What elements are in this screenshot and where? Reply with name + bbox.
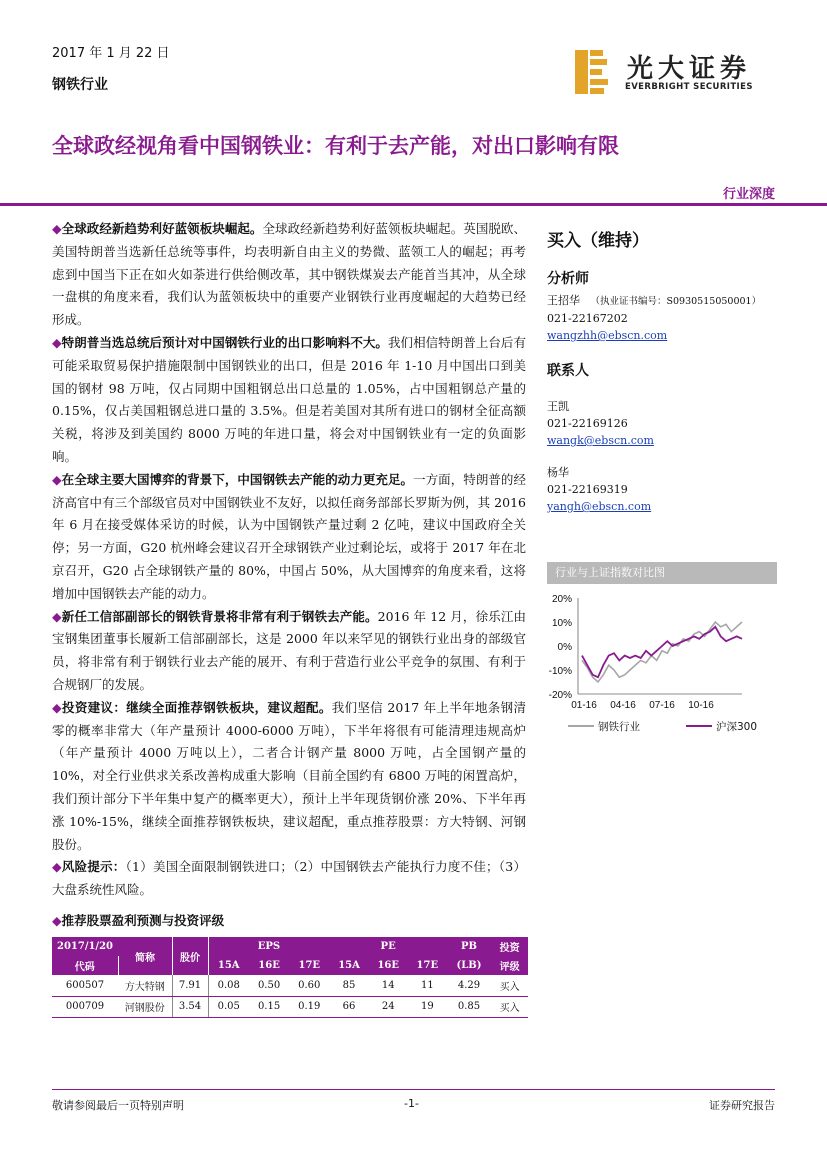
stock-forecast-table [52, 937, 528, 1018]
contact-phone: 021-22169126 [547, 417, 628, 430]
table-cell: 7.91 [172, 975, 208, 996]
table-cell: 3.54 [172, 996, 208, 1017]
paragraph-body: 我们坚信 2017 年上半年地条钢清零的概率非常大（年产量预计 4000-6000 万吨），下半年将很有可能清理违规高炉（年产量预计 4000 万吨以上），二者合计钢产量 8000 万吨，占全国钢产量的 10%，对全行业供求关系改善构成重大影响（目前全国约有 6800 万吨的闲置高炉，我们预计部分下半年集中复产的概率更大），预计上半年现货钢价涨 20%、下半年再涨 10%-15%，继续全面推荐钢铁板块，建议超配，重点推荐股票：方大特钢、河钢股份。 [52, 699, 526, 852]
paragraph-lead: 投资建议：继续全面推荐钢铁板块，建议超配。 [61, 699, 332, 715]
main-text [52, 218, 526, 902]
analyst-email-link[interactable]: wangzhh@ebscn.com [547, 329, 668, 342]
y-tick-label: 10% [551, 618, 572, 629]
table-cell: 0.19 [289, 996, 329, 1017]
paragraph-lead: 特朗普当选总统后预计对中国钢铁行业的出口影响料不大。 [61, 334, 388, 350]
paragraph-lead: 新任工信部副部长的钢铁背景将非常有利于钢铁去产能。 [61, 608, 378, 624]
paragraph-trend [52, 218, 526, 332]
y-tick-label: 20% [551, 594, 572, 605]
table-row [52, 996, 528, 1017]
page-number: -1- [404, 1097, 419, 1110]
table-cell: 24 [369, 996, 408, 1017]
rating: 买入（维持） [547, 231, 649, 251]
analyst-cert: （执业证书编号：S0930515050001） [590, 296, 762, 307]
table-header-cell: 投资 [491, 937, 528, 956]
paragraph-powers [52, 469, 526, 606]
logo-text-en: EVERBRIGHT SECURITIES [625, 82, 753, 92]
paragraph-risk [52, 856, 526, 902]
x-tick-label: 07-16 [649, 700, 675, 711]
analyst-phone: 021-22167202 [547, 312, 628, 325]
contact-email-link[interactable]: yangh@ebscn.com [547, 500, 652, 513]
table-cell: 66 [329, 996, 368, 1017]
contact-phone: 021-22169319 [547, 483, 628, 496]
bullet-icon: ◆ [52, 334, 62, 350]
analyst-heading: 分析师 [547, 271, 589, 287]
table-header-cell: PE [329, 937, 447, 956]
analyst-block [547, 292, 787, 344]
paragraph-lead: 风险提示： [61, 859, 126, 875]
table-header-cell: 17E [408, 956, 447, 975]
table-cell: 河钢股份 [118, 996, 172, 1017]
bullet-icon: ◆ [52, 913, 62, 928]
table-header-cell: 15A [329, 956, 368, 975]
y-tick-label: 0% [557, 642, 572, 653]
legend-label: 钢铁行业 [598, 721, 640, 733]
x-tick-label: 04-16 [610, 700, 636, 711]
paragraph-investment [52, 697, 526, 857]
paragraph-lead: 在全球主要大国博弈的背景下，中国钢铁去产能的动力更充足。 [61, 471, 414, 487]
table-cell: 0.50 [249, 975, 289, 996]
table-title [52, 911, 224, 929]
footer-disclaimer: 敬请参阅最后一页特别声明 [52, 1099, 184, 1112]
table-header-cell: 2017/1/20 [52, 937, 118, 956]
contact-name: 王凯 [547, 400, 569, 413]
comparison-chart [540, 588, 780, 738]
contact-block [547, 398, 777, 449]
table-title-text: 推荐股票盈利预测与投资评级 [61, 913, 225, 928]
footer-divider [52, 1089, 775, 1090]
paragraph-body: （1）美国全面限制钢铁进口；（2）中国钢铁去产能执行力度不佳；（3）大盘系统性风险。 [52, 859, 526, 898]
table-cell: 14 [369, 975, 408, 996]
contact-email-link[interactable]: wangk@ebscn.com [547, 434, 654, 447]
chart-title: 行业与上证指数对比图 [547, 562, 777, 584]
table-cell: 方大特钢 [118, 975, 172, 996]
bullet-icon: ◆ [52, 471, 62, 487]
table-header-cell: 16E [369, 956, 408, 975]
table-cell: 85 [329, 975, 368, 996]
table-cell: 0.15 [249, 996, 289, 1017]
paragraph-body: 全球政经新趋势利好蓝领板块崛起。英国脱欧、美国特朗普当选新任总统等事件，均表明新自由主义的势微、蓝领工人的崛起；再考虑到中国当下正在如火如荼进行供给侧改革，其中钢铁煤炭去产能首当其冲，从全球一盘棋的角度来看，我们认为蓝领板块中的重要产业钢铁行业再度崛起的大趋势已经形成。 [52, 221, 526, 328]
paragraph-body: 一方面，特朗普的经济高官中有三个部级官员对中国钢铁业不友好，以拟任商务部部长罗斯为例，其 2016 年 6 月在接受媒体采访的时候，认为中国钢铁产量过剩 2 亿吨，建议中国政府全关停；另一方面，G20 杭州峰会建议召开全球钢铁产业过剩论坛，或将于 2017 年在北京召开，G20 占全球钢铁产量的 80%，中国占 50%，从大国博弈的角度来看，这将增加中国钢铁去产能的动力。 [52, 471, 526, 601]
paragraph-trump [52, 332, 526, 469]
analyst-name: 王招华 [547, 294, 580, 307]
paragraph-body: 2016 年 12 月，徐乐江由宝钢集团董事长履新工信部副部长，这是 2000 年以来罕见的钢铁行业出身的部级官员，将非常有利于钢铁行业去产能的展开、有利于营造行业公平竞争的氛围、有利于合规钢厂的发展。 [52, 608, 526, 692]
table-header-cell: 评级 [491, 956, 528, 975]
table-cell: 买入 [491, 996, 528, 1017]
table-cell: 0.60 [289, 975, 329, 996]
paragraph-miit [52, 606, 526, 697]
contact-name: 杨华 [547, 466, 569, 479]
table-header-cell: (LB) [447, 956, 491, 975]
table-cell: 4.29 [447, 975, 491, 996]
paragraph-body: 我们相信特朗普上台后有可能采取贸易保护措施限制中国钢铁业的出口，但是 2016 年 1-10 月中国出口到美国的钢材 98 万吨，仅占同期中国粗钢总出口总量的 1.05%，占中国粗钢总产量的 0.15%，仅占美国粗钢总进口量的 3.5%。但是若美国对其所有进口的钢材全征高额关税，将涉及到美国约 8000 万吨的年进口量，将会对中国钢铁业有一定的负面影响。 [52, 334, 526, 464]
bullet-icon: ◆ [52, 221, 62, 236]
header-divider [0, 203, 827, 206]
industry-label: 钢铁行业 [52, 77, 108, 93]
table-cell: 600507 [52, 975, 118, 996]
table-header-cell: 简称 [118, 937, 172, 975]
report-date: 2017 年 1 月 22 日 [52, 46, 170, 61]
table-cell: 0.85 [447, 996, 491, 1017]
company-logo [575, 48, 780, 98]
paragraph-lead: 全球政经新趋势利好蓝领板块崛起。 [61, 221, 263, 236]
bullet-icon: ◆ [52, 608, 62, 624]
logo-text-cn: 光大证券 [627, 54, 752, 84]
report-title: 全球政经视角看中国钢铁业：有利于去产能，对出口影响有限 [52, 134, 619, 158]
footer-report-label: 证券研究报告 [709, 1099, 775, 1112]
contacts-heading: 联系人 [547, 363, 589, 379]
report-type: 行业深度 [722, 187, 775, 202]
x-tick-label: 10-16 [688, 700, 714, 711]
table-header-cell: 17E [289, 956, 329, 975]
y-tick-label: -10% [548, 666, 572, 677]
table-cell: 11 [408, 975, 447, 996]
table-header-cell: 15A [208, 956, 249, 975]
x-tick-label: 01-16 [571, 700, 597, 711]
y-tick-label: -20% [548, 690, 572, 701]
table-header-cell: 16E [249, 956, 289, 975]
table-cell: 19 [408, 996, 447, 1017]
table-cell: 买入 [491, 975, 528, 996]
contact-block [547, 464, 777, 515]
bullet-icon: ◆ [52, 859, 62, 875]
table-cell: 000709 [52, 996, 118, 1017]
logo-mark-icon [575, 50, 611, 94]
bullet-icon: ◆ [52, 699, 62, 715]
legend-label: 沪深300 [716, 721, 758, 733]
table-cell: 0.05 [208, 996, 249, 1017]
table-header-cell: 代码 [52, 956, 118, 975]
table-header-cell: PB [447, 937, 491, 956]
table-row [52, 975, 528, 996]
table-cell: 0.08 [208, 975, 249, 996]
table-header-cell: 股价 [172, 937, 208, 975]
table-header-cell: EPS [208, 937, 329, 956]
